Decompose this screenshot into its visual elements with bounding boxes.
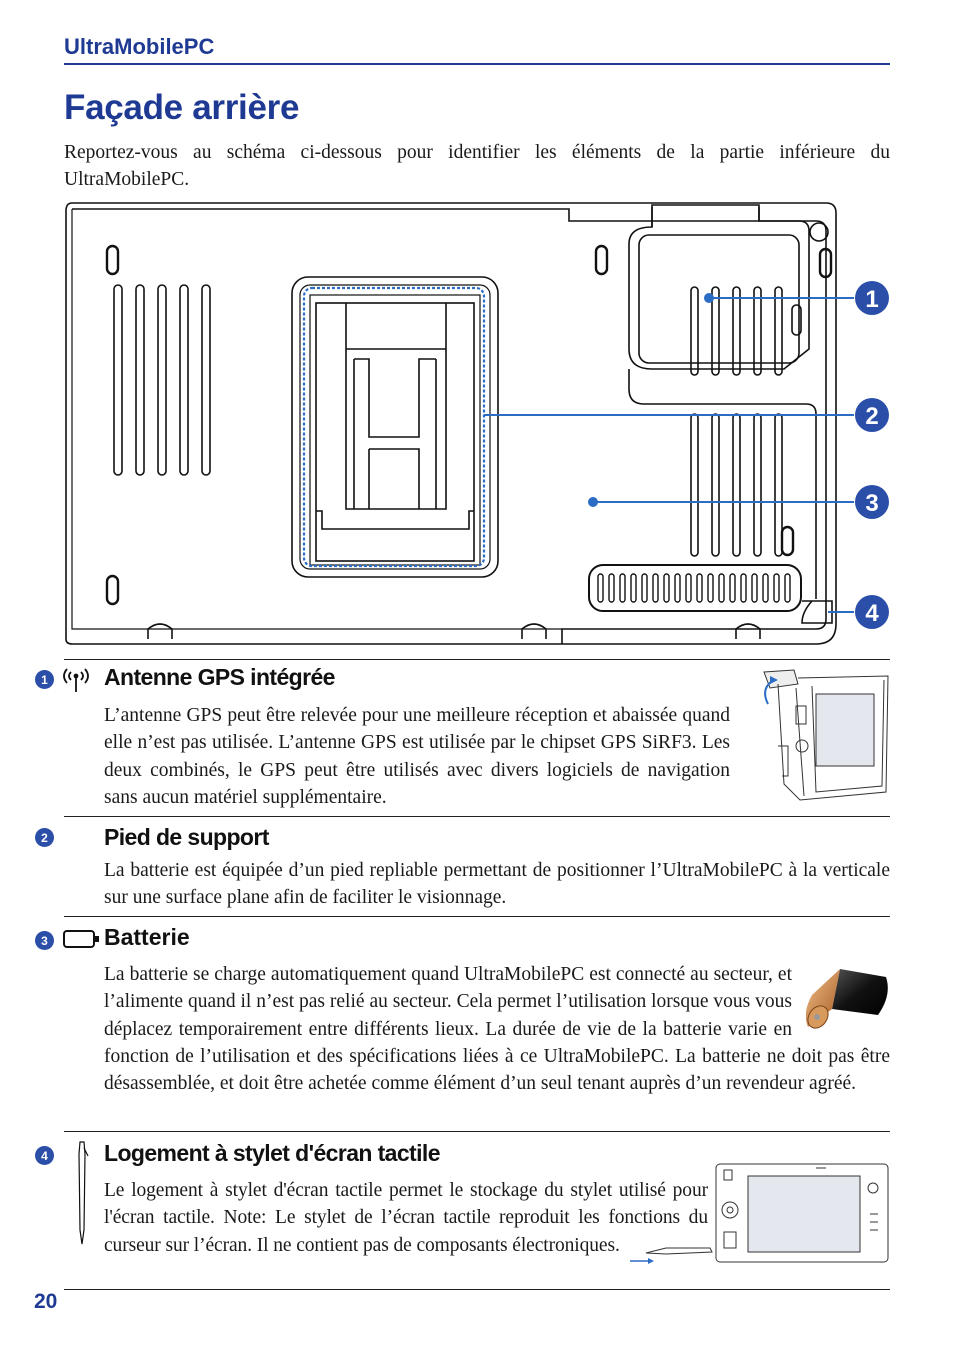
svg-text:1: 1 (865, 286, 879, 313)
section-4-badge: 4 (35, 1146, 54, 1165)
section-4-title: Logement à stylet d'écran tactile (104, 1140, 440, 1166)
callout-2 (855, 398, 889, 432)
svg-text:2: 2 (865, 403, 879, 430)
section-3-text (104, 961, 890, 1097)
intro-paragraph: Reportez-vous au schéma ci-dessous pour identifier les éléments de la partie inférieure du UltraMobilePC. (64, 142, 890, 190)
section-divider (64, 1131, 890, 1132)
battery-illustration (806, 965, 890, 1037)
section-divider (64, 1289, 890, 1290)
section-2-text: La batterie est équipée d’un pied repliable permettant de positionner l’UltraMobilePC à la verticale sur une surface plane afin de faciliter le visionnage. (104, 860, 890, 909)
stylus-icon (74, 1140, 90, 1246)
header-rule (64, 63, 890, 65)
section-3-badge: 3 (35, 931, 54, 950)
page-number: 20 (34, 1290, 58, 1313)
antenna-icon (62, 666, 90, 694)
section-1-badge: 1 (35, 670, 54, 689)
section-divider (64, 659, 890, 660)
svg-text:4: 4 (865, 600, 879, 627)
section-divider (64, 816, 890, 817)
section-2-title: Pied de support (104, 824, 269, 850)
section-2-badge: 2 (35, 828, 54, 847)
section-divider (64, 916, 890, 917)
section-1-title: Antenne GPS intégrée (104, 664, 335, 690)
callout-3 (855, 485, 889, 519)
section-1-text: L’antenne GPS peut être relevée pour une meilleure réception et abaissée quand elle n’est pas utilisée. L’antenne GPS est utilisée par le chipset GPS SiRF3. Les deux combinés, le GPS peut être utilisés avec divers logiciels de navigation sans aucun matériel supplémentaire. (104, 705, 730, 808)
section-3-text-content: La batterie se charge automatiquement quand UltraMobilePC est connecté au secteur, et l’alimente quand il n’est pas relié au secteur. Cela permet l’utilisation lorsque vous vous déplacez temporairement entre différents lieux. La durée de vie de la batterie varie en fonction de l’utilisation et des spécifications liées à ce UltraMobilePC. La batterie ne doit pas être désassemblée, et doit être achetée comme élément d’un seul tenant auprès d’un revendeur agréé. (104, 964, 890, 1095)
device-front-illustration (626, 1160, 890, 1268)
section-4-text: Le logement à stylet d'écran tactile permet le stockage du stylet utilisé pour l'écran tactile. Note: Le stylet de l’écran tactile reproduit les fonctions du curseur sur l’écran. Il ne contient pas de composants électroniques. (104, 1180, 708, 1256)
page-title: Façade arrière (64, 88, 300, 127)
header-brand: UltraMobilePC (64, 34, 215, 59)
svg-text:3: 3 (865, 490, 879, 517)
callout-4 (855, 595, 889, 629)
section-3-title: Batterie (104, 924, 190, 950)
device-antenna-illustration (752, 666, 890, 806)
battery-icon (62, 928, 100, 950)
callout-1 (855, 281, 889, 315)
rear-view-diagram (64, 199, 894, 649)
